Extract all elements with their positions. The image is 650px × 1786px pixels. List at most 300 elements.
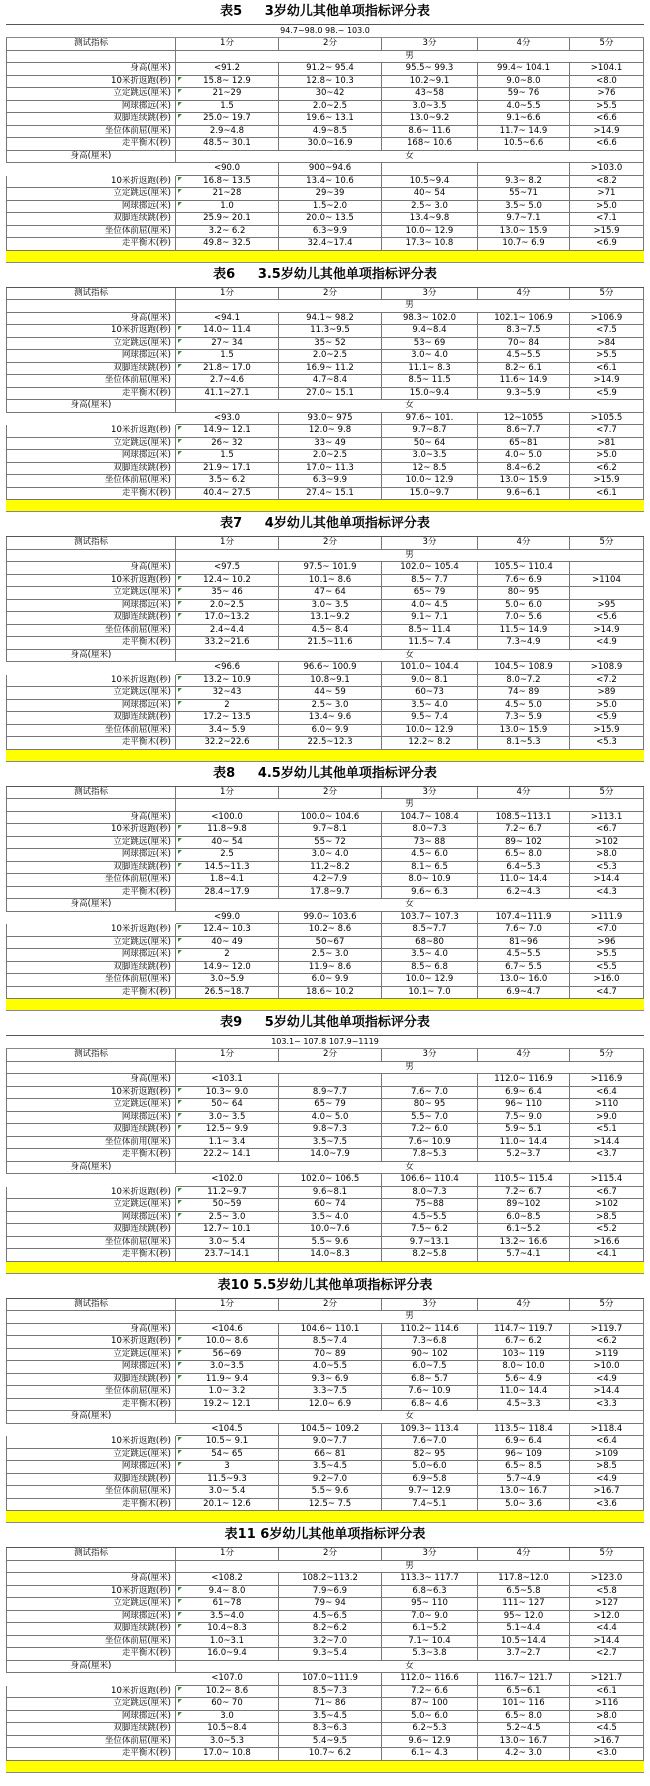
score-cell[interactable]: 10.5~6.6	[478, 138, 570, 151]
score-cell[interactable]: >15.9	[570, 226, 644, 239]
score-cell[interactable]: 9.7~ 12.9	[382, 1486, 478, 1499]
score-cell[interactable]: 1.0~ 3.2	[176, 1386, 279, 1399]
score-cell[interactable]: 22.2~ 14.1	[176, 1149, 279, 1162]
score-cell[interactable]: 65~ 79	[279, 1099, 382, 1112]
score-cell[interactable]: 5.6~ 4.9	[478, 1374, 570, 1387]
score-cell[interactable]: <4.9	[570, 1474, 644, 1487]
metric-label[interactable]: 立定跳远(厘米)	[6, 1449, 176, 1462]
header-cell[interactable]: 4分	[478, 1299, 570, 1312]
score-cell[interactable]: >8.0	[570, 849, 644, 862]
score-cell[interactable]: 12.4~ 10.2	[176, 575, 279, 588]
score-cell[interactable]: 11.2~8.2	[279, 862, 382, 875]
score-cell[interactable]: 7.3~4.9	[478, 637, 570, 650]
metric-label[interactable]: 10米折返跑(秒)	[6, 1586, 176, 1599]
score-cell[interactable]: 4.0~5.5	[478, 101, 570, 114]
score-cell[interactable]: 12.2~ 8.2	[382, 737, 478, 750]
score-cell[interactable]: <6.9	[570, 238, 644, 251]
score-cell[interactable]: 1.5	[176, 350, 279, 363]
header-cell[interactable]: 3分	[382, 38, 478, 51]
metric-label[interactable]: 走平衡木(秒)	[6, 637, 176, 650]
score-cell[interactable]: 3.2~7.0	[279, 1636, 382, 1649]
score-cell[interactable]: 10.5~9.4	[382, 176, 478, 189]
score-cell[interactable]: >12.0	[570, 1611, 644, 1624]
score-cell[interactable]: 108.2~113.2	[279, 1573, 382, 1586]
score-cell[interactable]: 3.0	[176, 1711, 279, 1724]
score-cell[interactable]: 12~ 8.5	[382, 463, 478, 476]
header-cell[interactable]: 4分	[478, 787, 570, 800]
score-cell[interactable]: 33~ 49	[279, 438, 382, 451]
score-cell[interactable]: 3	[176, 1461, 279, 1474]
score-cell[interactable]: 87~ 100	[382, 1698, 478, 1711]
score-cell[interactable]: <97.5	[176, 562, 279, 575]
score-cell[interactable]: 6.9~5.8	[382, 1474, 478, 1487]
metric-label[interactable]: 立定跳远(厘米)	[6, 687, 176, 700]
metric-label[interactable]: 双脚连续跳(秒)	[6, 612, 176, 625]
score-cell[interactable]: 8.5~ 7.7	[382, 575, 478, 588]
score-cell[interactable]: 74~ 89	[478, 687, 570, 700]
metric-label[interactable]: 10米折返跑(秒)	[6, 575, 176, 588]
score-cell[interactable]: 10.0~ 12.9	[382, 475, 478, 488]
score-cell[interactable]: 9.3~ 6.9	[279, 1374, 382, 1387]
score-cell[interactable]: 3.5~ 4.0	[279, 1212, 382, 1225]
score-cell[interactable]: 98.3~ 102.0	[382, 313, 478, 326]
score-cell[interactable]: 109.3~ 113.4	[382, 1424, 478, 1437]
score-cell[interactable]: 8.6~ 11.6	[382, 126, 478, 139]
score-cell[interactable]: 2.5~ 3.0	[279, 949, 382, 962]
header-cell[interactable]: 3分	[382, 787, 478, 800]
score-cell[interactable]: 27.0~ 15.1	[279, 388, 382, 401]
score-cell[interactable]: 6.5~ 8.5	[478, 1461, 570, 1474]
score-cell[interactable]: 99.4~ 104.1	[478, 63, 570, 76]
score-cell[interactable]: 6.0~ 9.9	[279, 974, 382, 987]
score-cell[interactable]: 7.4~5.1	[382, 1499, 478, 1512]
score-cell[interactable]: 4.5~5.5	[478, 949, 570, 962]
score-cell[interactable]: 5.4~9.5	[279, 1736, 382, 1749]
score-cell[interactable]: >14.9	[570, 625, 644, 638]
score-cell[interactable]: 3.5~4.0	[176, 1611, 279, 1624]
header-cell[interactable]: 1分	[176, 38, 279, 51]
score-cell[interactable]: 17.0~ 11.3	[279, 463, 382, 476]
score-cell[interactable]: 15.0~9.4	[382, 388, 478, 401]
header-cell[interactable]: 4分	[478, 537, 570, 550]
metric-label[interactable]: 坐位体前屈(厘米)	[6, 1636, 176, 1649]
score-cell[interactable]: <6.2	[570, 463, 644, 476]
score-cell[interactable]: 9.7~8.7	[382, 425, 478, 438]
header-cell[interactable]: 2分	[279, 1299, 382, 1312]
score-cell[interactable]: 6.5~ 8.0	[478, 849, 570, 862]
metric-label[interactable]: 走平衡木(秒)	[6, 388, 176, 401]
score-cell[interactable]: 116.7~ 121.7	[478, 1673, 570, 1686]
metric-label[interactable]: 双脚连续跳(秒)	[6, 213, 176, 226]
score-cell[interactable]: 54~ 65	[176, 1449, 279, 1462]
score-cell[interactable]: 55~ 72	[279, 837, 382, 850]
header-cell[interactable]: 2分	[279, 38, 382, 51]
score-cell[interactable]: 80~ 95	[478, 587, 570, 600]
score-cell[interactable]: <4.5	[570, 1723, 644, 1736]
score-cell[interactable]: >5.0	[570, 450, 644, 463]
score-cell[interactable]: 60~73	[382, 687, 478, 700]
score-cell[interactable]: 11.9~ 8.6	[279, 962, 382, 975]
score-cell[interactable]: <4.3	[570, 887, 644, 900]
score-cell[interactable]: >16.0	[570, 974, 644, 987]
metric-label[interactable]: 10米折返跑(秒)	[6, 325, 176, 338]
score-cell[interactable]: <5.1	[570, 1124, 644, 1137]
score-cell[interactable]: <99.0	[176, 912, 279, 925]
score-cell[interactable]: 26~ 32	[176, 438, 279, 451]
metric-label[interactable]: 走平衡木(秒)	[6, 1249, 176, 1262]
score-cell[interactable]: 35~ 52	[279, 338, 382, 351]
score-cell[interactable]: 10.2~9.1	[382, 76, 478, 89]
metric-label[interactable]: 坐位体前屈(厘米)	[6, 226, 176, 239]
metric-label[interactable]: 双脚连续跳(秒)	[6, 113, 176, 126]
metric-label[interactable]: 立定跳远(厘米)	[6, 1199, 176, 1212]
score-cell[interactable]: 103.7~ 107.3	[382, 912, 478, 925]
score-cell[interactable]: 9.1~6.6	[478, 113, 570, 126]
score-cell[interactable]: 107.0~111.9	[279, 1673, 382, 1686]
metric-label[interactable]: 10米折返跑(秒)	[6, 675, 176, 688]
score-cell[interactable]: <104.5	[176, 1424, 279, 1437]
score-cell[interactable]: 12.4~ 10.3	[176, 924, 279, 937]
score-cell[interactable]: 30~42	[279, 88, 382, 101]
score-cell[interactable]: 1.8~4.1	[176, 874, 279, 887]
score-cell[interactable]: 6.8~6.3	[382, 1586, 478, 1599]
score-cell[interactable]: 3.5~7.5	[279, 1137, 382, 1150]
metric-label[interactable]: 身高(厘米)	[6, 899, 176, 912]
score-cell[interactable]: <7.7	[570, 425, 644, 438]
metric-label[interactable]: 10米折返跑(秒)	[6, 1336, 176, 1349]
metric-label[interactable]: 网球掷远(米)	[6, 1361, 176, 1374]
metric-label[interactable]: 双脚连续跳(秒)	[6, 862, 176, 875]
score-cell[interactable]: 6.1~5.2	[478, 1224, 570, 1237]
score-cell[interactable]: 114.7~ 119.7	[478, 1324, 570, 1337]
score-cell[interactable]: <6.7	[570, 824, 644, 837]
header-cell[interactable]: 1分	[176, 1049, 279, 1062]
score-cell[interactable]	[382, 1074, 478, 1087]
score-cell[interactable]	[279, 1074, 382, 1087]
score-cell[interactable]: >15.9	[570, 725, 644, 738]
score-cell[interactable]: 7.2~ 6.6	[382, 1686, 478, 1699]
metric-label[interactable]: 立定跳远(厘米)	[6, 1598, 176, 1611]
score-cell[interactable]: >9.0	[570, 1112, 644, 1125]
score-cell[interactable]: <7.2	[570, 675, 644, 688]
score-cell[interactable]: >96	[570, 937, 644, 950]
metric-label[interactable]: 立定跳远(厘米)	[6, 937, 176, 950]
metric-label[interactable]: 10米折返跑(秒)	[6, 76, 176, 89]
score-cell[interactable]: <6.2	[570, 1336, 644, 1349]
score-cell[interactable]: 81~96	[478, 937, 570, 950]
score-cell[interactable]: >102	[570, 1199, 644, 1212]
score-cell[interactable]: 102.0~ 106.5	[279, 1174, 382, 1187]
score-cell[interactable]: 7.0~ 5.6	[478, 612, 570, 625]
score-cell[interactable]: 59~ 76	[478, 88, 570, 101]
score-cell[interactable]: >14.4	[570, 1386, 644, 1399]
score-cell[interactable]: 2.9~4.8	[176, 126, 279, 139]
score-cell[interactable]: <107.0	[176, 1673, 279, 1686]
metric-label[interactable]: 走平衡木(秒)	[6, 1149, 176, 1162]
score-cell[interactable]: 7.6~ 10.9	[382, 1137, 478, 1150]
header-cell[interactable]: 5分	[570, 1299, 644, 1312]
metric-label[interactable]: 身高(厘米)	[6, 1411, 176, 1424]
score-cell[interactable]: 9.6~ 12.9	[382, 1736, 478, 1749]
score-cell[interactable]: 7.5~ 6.2	[382, 1224, 478, 1237]
score-cell[interactable]: 5.2~4.5	[478, 1723, 570, 1736]
score-cell[interactable]: >127	[570, 1598, 644, 1611]
metric-label[interactable]: 身高(厘米)	[6, 313, 176, 326]
score-cell[interactable]: 8.5~7.4	[279, 1336, 382, 1349]
score-cell[interactable]: 5.0~ 6.0	[478, 600, 570, 613]
score-cell[interactable]: >16.7	[570, 1486, 644, 1499]
score-cell[interactable]: 12.0~ 6.9	[279, 1399, 382, 1412]
score-cell[interactable]: 5.9~ 5.1	[478, 1124, 570, 1137]
score-cell[interactable]: 10.1~ 7.0	[382, 987, 478, 1000]
score-cell[interactable]: 40.4~ 27.5	[176, 488, 279, 501]
score-cell[interactable]: 8.5~ 6.8	[382, 962, 478, 975]
score-cell[interactable]: <6.7	[570, 1187, 644, 1200]
score-cell[interactable]: 97.5~ 101.9	[279, 562, 382, 575]
score-cell[interactable]: 11.1~ 8.3	[382, 363, 478, 376]
score-cell[interactable]: >76	[570, 88, 644, 101]
score-cell[interactable]: >5.5	[570, 350, 644, 363]
score-cell[interactable]: 14.0~ 11.4	[176, 325, 279, 338]
score-cell[interactable]: 89~102	[478, 1199, 570, 1212]
metric-label[interactable]: 身高(厘米)	[6, 151, 176, 164]
score-cell[interactable]: <4.4	[570, 1623, 644, 1636]
score-cell[interactable]: 5.5~ 9.6	[279, 1237, 382, 1250]
score-cell[interactable]: 10.0~ 12.9	[382, 226, 478, 239]
score-cell[interactable]: 5.5~ 7.0	[382, 1112, 478, 1125]
score-cell[interactable]: 9.1~ 7.1	[382, 612, 478, 625]
score-cell[interactable]: 68~80	[382, 937, 478, 950]
score-cell[interactable]: 4.5~5.5	[382, 1212, 478, 1225]
score-cell[interactable]: <7.1	[570, 213, 644, 226]
score-cell[interactable]: <108.2	[176, 1573, 279, 1586]
metric-label[interactable]: 网球掷远(米)	[6, 600, 176, 613]
score-cell[interactable]: 7.2~ 6.7	[478, 824, 570, 837]
metric-label[interactable]: 走平衡木(秒)	[6, 737, 176, 750]
score-cell[interactable]: <8.2	[570, 176, 644, 189]
score-cell[interactable]: >103.0	[570, 163, 644, 176]
score-cell[interactable]: 5.0~6.0	[382, 1461, 478, 1474]
score-cell[interactable]: 7.9~6.9	[279, 1586, 382, 1599]
score-cell[interactable]: 7.3~6.8	[382, 1336, 478, 1349]
score-cell[interactable]: 1.5	[176, 450, 279, 463]
score-cell[interactable]: 3.0~ 5.4	[176, 1486, 279, 1499]
score-cell[interactable]: 2.0~2.5	[279, 101, 382, 114]
score-cell[interactable]: >1104	[570, 575, 644, 588]
score-cell[interactable]: 21~29	[176, 88, 279, 101]
header-cell[interactable]: 测试指标	[6, 787, 176, 800]
score-cell[interactable]: 80~ 95	[382, 1099, 478, 1112]
score-cell[interactable]	[570, 562, 644, 575]
score-cell[interactable]: 5.1~4.4	[478, 1623, 570, 1636]
metric-label[interactable]: 坐位体前屈(厘米)	[6, 1736, 176, 1749]
score-cell[interactable]: 1.5	[176, 101, 279, 114]
score-cell[interactable]: 97.6~ 101.	[382, 413, 478, 426]
score-cell[interactable]: 33.2~21.6	[176, 637, 279, 650]
metric-label[interactable]: 身高(厘米)	[6, 650, 176, 663]
score-cell[interactable]: >84	[570, 338, 644, 351]
score-cell[interactable]: 79~ 94	[279, 1598, 382, 1611]
metric-label[interactable]: 双脚连续跳(秒)	[6, 1124, 176, 1137]
score-cell[interactable]: 20.0~ 13.5	[279, 213, 382, 226]
score-cell[interactable]: 168~ 10.6	[382, 138, 478, 151]
metric-label[interactable]: 双脚连续跳(秒)	[6, 1474, 176, 1487]
score-cell[interactable]: 48.5~ 30.1	[176, 138, 279, 151]
score-cell[interactable]: 10.7~ 6.2	[279, 1748, 382, 1761]
metric-label[interactable]: 身高(厘米)	[6, 1162, 176, 1175]
score-cell[interactable]: 19.2~ 12.1	[176, 1399, 279, 1412]
score-cell[interactable]: 2.5~ 3.0	[382, 201, 478, 214]
score-cell[interactable]: 7.2~ 6.0	[382, 1124, 478, 1137]
header-cell[interactable]: 2分	[279, 1548, 382, 1561]
score-cell[interactable]: 10.0~ 8.6	[176, 1336, 279, 1349]
score-cell[interactable]: 10.0~7.6	[279, 1224, 382, 1237]
score-cell[interactable]: 21.5~11.6	[279, 637, 382, 650]
score-cell[interactable]: 11.2~9.7	[176, 1187, 279, 1200]
score-cell[interactable]: 3.3~7.5	[279, 1386, 382, 1399]
score-cell[interactable]: <102.0	[176, 1174, 279, 1187]
score-cell[interactable]: 7.6~ 7.0	[478, 924, 570, 937]
score-cell[interactable]: 6.5~6.1	[478, 1686, 570, 1699]
metric-label[interactable]: 坐位体前屈(厘米)	[6, 126, 176, 139]
metric-label[interactable]: 网球掷远(米)	[6, 350, 176, 363]
score-cell[interactable]: 73~ 88	[382, 837, 478, 850]
score-cell[interactable]: 89~ 102	[478, 837, 570, 850]
score-cell[interactable]: >119.7	[570, 1324, 644, 1337]
score-cell[interactable]: 96~ 110	[478, 1099, 570, 1112]
score-cell[interactable]: 3.0~ 4.0	[279, 849, 382, 862]
score-cell[interactable]: 112.0~ 116.6	[382, 1673, 478, 1686]
score-cell[interactable]: 9.0~8.0	[478, 76, 570, 89]
header-cell[interactable]: 测试指标	[6, 537, 176, 550]
score-cell[interactable]: 3.0~5.3	[176, 1736, 279, 1749]
score-cell[interactable]: 7.1~ 10.4	[382, 1636, 478, 1649]
score-cell[interactable]: >110	[570, 1099, 644, 1112]
score-cell[interactable]: <4.7	[570, 987, 644, 1000]
metric-label[interactable]: 10米折返跑(秒)	[6, 824, 176, 837]
score-cell[interactable]: 6.0~7.5	[382, 1361, 478, 1374]
score-cell[interactable]: 104.6~ 110.1	[279, 1324, 382, 1337]
score-cell[interactable]: >121.7	[570, 1673, 644, 1686]
score-cell[interactable]: 3.5~ 5.0	[478, 201, 570, 214]
score-cell[interactable]: 61~78	[176, 1598, 279, 1611]
metric-label[interactable]: 网球掷远(米)	[6, 450, 176, 463]
score-cell[interactable]: 104.5~ 109.2	[279, 1424, 382, 1437]
header-cell[interactable]: 测试指标	[6, 1548, 176, 1561]
score-cell[interactable]: <4.9	[570, 1374, 644, 1387]
header-cell[interactable]: 4分	[478, 1049, 570, 1062]
score-cell[interactable]: 1.0	[176, 201, 279, 214]
metric-label[interactable]: 坐位体前屈(厘米)	[6, 974, 176, 987]
score-cell[interactable]: 13.4~9.8	[382, 213, 478, 226]
score-cell[interactable]: 53~ 69	[382, 338, 478, 351]
score-cell[interactable]: 13.0~ 15.9	[478, 475, 570, 488]
score-cell[interactable]: <5.9	[570, 388, 644, 401]
score-cell[interactable]: 5.5~ 9.6	[279, 1486, 382, 1499]
metric-label[interactable]: 网球掷远(米)	[6, 1461, 176, 1474]
score-cell[interactable]: 27~ 34	[176, 338, 279, 351]
score-cell[interactable]: >16.7	[570, 1736, 644, 1749]
score-cell[interactable]: 9.7~7.1	[478, 213, 570, 226]
metric-label[interactable]: 坐位体前屈(厘米)	[6, 625, 176, 638]
score-cell[interactable]: 20.1~ 12.6	[176, 1499, 279, 1512]
score-cell[interactable]: 15.0~9.7	[382, 488, 478, 501]
score-cell[interactable]: 6.1~5.2	[382, 1623, 478, 1636]
score-cell[interactable]: 55~71	[478, 188, 570, 201]
score-cell[interactable]: 14.9~ 12.1	[176, 425, 279, 438]
metric-label[interactable]: 走平衡木(秒)	[6, 1748, 176, 1761]
score-cell[interactable]: 1.1~ 3.4	[176, 1137, 279, 1150]
score-cell[interactable]: <7.0	[570, 924, 644, 937]
score-cell[interactable]: 9.3~5.4	[279, 1648, 382, 1661]
score-cell[interactable]: 3.0~ 4.0	[382, 350, 478, 363]
score-cell[interactable]: 56~69	[176, 1349, 279, 1362]
header-cell[interactable]: 3分	[382, 1548, 478, 1561]
score-cell[interactable]: 8.5~ 11.5	[382, 375, 478, 388]
score-cell[interactable]: 13.0~ 15.9	[478, 725, 570, 738]
score-cell[interactable]: 8.2~6.2	[279, 1623, 382, 1636]
score-cell[interactable]	[478, 163, 570, 176]
score-cell[interactable]: 4.2~ 3.0	[478, 1748, 570, 1761]
score-cell[interactable]: 1.5~2.0	[279, 201, 382, 214]
header-cell[interactable]: 2分	[279, 787, 382, 800]
score-cell[interactable]: 8.5~7.7	[382, 924, 478, 937]
score-cell[interactable]: 3.0~ 5.4	[176, 1237, 279, 1250]
score-cell[interactable]: 8.5~ 11.4	[382, 625, 478, 638]
score-cell[interactable]: 7.6~ 10.9	[382, 1386, 478, 1399]
score-cell[interactable]: >116	[570, 1698, 644, 1711]
score-cell[interactable]: 17.2~ 13.5	[176, 712, 279, 725]
score-cell[interactable]: <5.3	[570, 862, 644, 875]
header-cell[interactable]: 4分	[478, 38, 570, 51]
header-cell[interactable]: 3分	[382, 537, 478, 550]
score-cell[interactable]: 8.6~7.7	[478, 425, 570, 438]
header-cell[interactable]: 2分	[279, 537, 382, 550]
score-cell[interactable]: 40~ 54	[176, 837, 279, 850]
score-cell[interactable]: 2	[176, 949, 279, 962]
score-cell[interactable]: 96.6~ 100.9	[279, 662, 382, 675]
score-cell[interactable]: 7.8~5.3	[382, 1149, 478, 1162]
score-cell[interactable]: 96~ 109	[478, 1449, 570, 1462]
score-cell[interactable]: <104.6	[176, 1324, 279, 1337]
score-cell[interactable]: 111~ 127	[478, 1598, 570, 1611]
score-cell[interactable]: >108.9	[570, 662, 644, 675]
score-cell[interactable]: 4.5~6.5	[279, 1611, 382, 1624]
metric-label[interactable]: 坐位体前屈(厘米)	[6, 1386, 176, 1399]
score-cell[interactable]: 95~ 110	[382, 1598, 478, 1611]
metric-label[interactable]: 网球掷远(米)	[6, 949, 176, 962]
score-cell[interactable]: <103.1	[176, 1074, 279, 1087]
metric-label[interactable]: 走平衡木(秒)	[6, 1648, 176, 1661]
header-cell[interactable]: 测试指标	[6, 288, 176, 301]
header-cell[interactable]: 1分	[176, 1299, 279, 1312]
metric-label[interactable]: 网球掷远(米)	[6, 1112, 176, 1125]
score-cell[interactable]: 2.0~2.5	[176, 600, 279, 613]
score-cell[interactable]: <4.9	[570, 637, 644, 650]
score-cell[interactable]: 21~28	[176, 188, 279, 201]
score-cell[interactable]: 4.0~ 4.5	[382, 600, 478, 613]
header-cell[interactable]: 4分	[478, 1548, 570, 1561]
score-cell[interactable]: 13.0~ 16.7	[478, 1736, 570, 1749]
score-cell[interactable]: 8.0~ 10.9	[382, 874, 478, 887]
metric-label[interactable]: 双脚连续跳(秒)	[6, 962, 176, 975]
metric-label[interactable]: 双脚连续跳(秒)	[6, 1374, 176, 1387]
score-cell[interactable]: 104.7~ 108.4	[382, 812, 478, 825]
metric-label[interactable]: 走平衡木(秒)	[6, 1399, 176, 1412]
score-cell[interactable]: >71	[570, 188, 644, 201]
score-cell[interactable]: 11.0~ 14.4	[478, 874, 570, 887]
score-cell[interactable]: 11.6~ 14.9	[478, 375, 570, 388]
